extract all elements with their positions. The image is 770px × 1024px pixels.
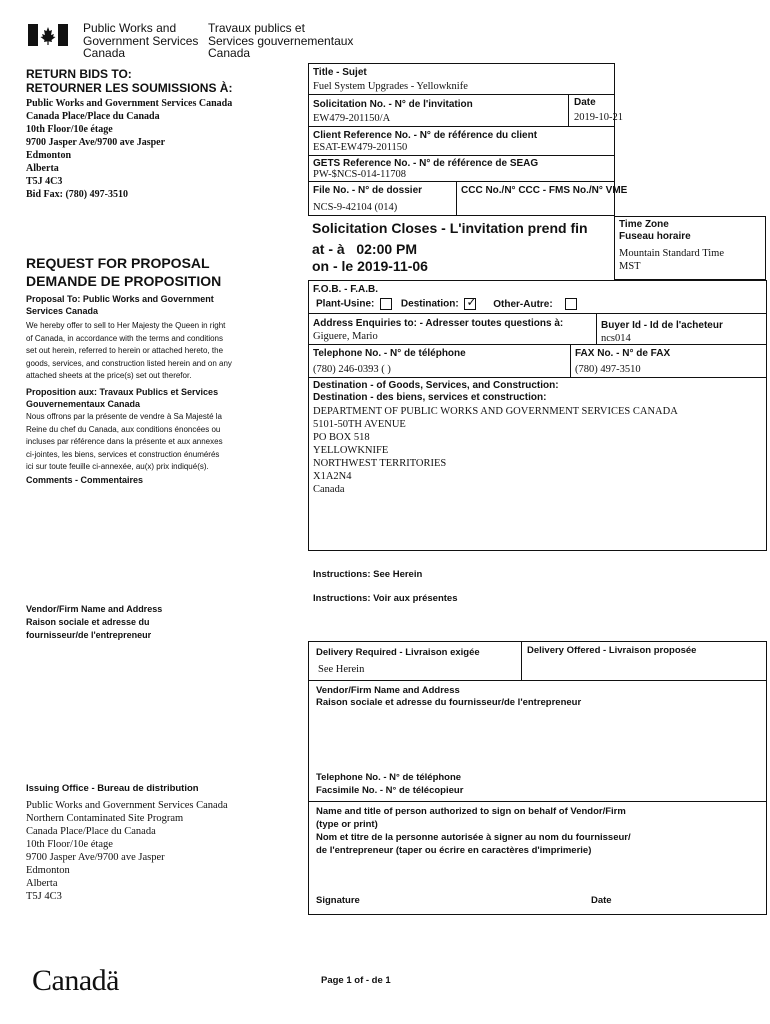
authorized-signer-label [316,805,631,857]
signature-label: Signature [316,895,360,906]
delivery-offered-label: Delivery Offered - Livraison proposée [527,645,697,656]
ccc-no-label: CCC No./N° CCC - FMS No./N° VME [461,185,628,196]
destination-address-line: DEPARTMENT OF PUBLIC WORKS AND GOVERNMENT SERVICES CANADA [313,406,678,417]
proposal-to-label-line: Services Canada [26,306,99,316]
gets-ref-label: GETS Reference No. - N° de référence de SEAG [313,158,539,169]
return-bids-title-en: RETURN BIDS TO: [26,67,132,81]
issuing-office-address-line: Edmonton [26,865,70,876]
time-zone-value-line: Mountain Standard Time [619,248,725,259]
fax-value: (780) 497-3510 [575,364,641,375]
issuing-office-address [26,799,228,903]
proposition-label [26,386,218,410]
title-value: Fuel System Upgrades - Yellowknife [313,81,468,92]
delivery-required-value: See Herein [318,664,365,675]
proposal-to-text-line: set out herein, referred to herein or attached hereto, the [26,346,224,355]
destination-goods-label [313,380,559,404]
issuing-office-label: Issuing Office - Bureau de distribution [26,783,199,794]
buyer-id-label: Buyer Id - Id de l'acheteur [601,320,723,331]
at-label: at - à [312,241,345,257]
destination-goods-label-fr: Destination - des biens, services et construction: [313,392,547,403]
other-checkbox[interactable] [565,298,577,310]
return-bids-address-line: Bid Fax: (780) 497-3510 [26,189,128,200]
header-fr-line: Canada [208,46,251,60]
fob-options-row [316,295,577,311]
proposition-label-line: Gouvernementaux Canada [26,399,141,409]
rfp-title [26,254,221,290]
issuing-office-address-line: Northern Contaminated Site Program [26,813,184,824]
proposal-to-text-line: goods, services, and construction listed herein and on any [26,358,232,368]
destination-goods-label-en: Destination - of Goods, Services, and Construction: [313,380,559,391]
vendor-facsimile-label: Facsimile No. - N° de télécopieur [316,785,464,796]
time-zone-label [619,219,691,243]
proposal-to-label [26,293,214,317]
vendor-name-label [316,685,581,709]
return-bids-address-line: Canada Place/Place du Canada [26,111,160,122]
proposition-text-line: ci-jointes, les biens, services et construction énumérés [26,449,220,459]
vendor-left-label [26,603,162,642]
address-enquiries-value: Giguere, Mario [313,331,378,342]
telephone-value: (780) 246-0393 ( ) [313,364,391,375]
rfp-title-fr: DEMANDE DE PROPOSITION [26,273,222,289]
header-en-line: Public Works and [83,21,177,35]
authorized-signer-label-line: Name and title of person authorized to sign on behalf of Vendor/Firm [316,806,626,817]
header-fr-line: Services gouvernementaux [208,33,354,48]
date-label: Date [574,97,596,108]
client-ref-label: Client Reference No. - N° de référence du client [313,130,538,141]
proposal-to-text-line: attached sheets at the price(s) set out therefor. [26,371,192,380]
destination-address-line: X1A2N4 [313,471,352,482]
issuing-office-address-line: 10th Floor/10e étage [26,839,113,850]
destination-label: Destination: [400,298,459,310]
file-no-value: NCS-9-42104 (014) [313,202,398,213]
other-label: Other-Autre: [493,298,553,310]
buyer-id-value: ncs014 [601,333,631,344]
address-enquiries-label: Address Enquiries to: - Adresser toutes questions à: [313,318,564,329]
issuing-office-address-line: Canada Place/Place du Canada [26,826,156,837]
vendor-phone-label [316,771,463,797]
issuing-office-address-line: Alberta [26,878,58,889]
time-zone-value-line: MST [619,261,641,272]
header-department-en [83,22,198,60]
solicitation-no-value: EW479-201150/A [313,113,391,124]
file-no-label: File No. - N° de dossier [313,185,423,196]
header-department-fr [208,22,353,60]
header-en-line: Canada [83,46,126,60]
closes-at-row [312,241,417,257]
proposition-text-line: incluses par référence dans la présente et aux annexes [26,437,223,446]
vendor-left-label-line: Raison sociale et adresse du [26,617,150,627]
authorized-signer-label-line: Nom et titre de la personne autorisée à signer au nom du fournisseur/ [316,832,631,843]
proposal-to-text-line: of Canada, in accordance with the terms and conditions [26,333,224,343]
destination-address-line: 5101-50TH AVENUE [313,419,406,430]
vendor-name-label-fr: Raison sociale et adresse du fournisseur/de l'entrepreneur [316,697,582,708]
return-bids-address [26,97,232,201]
proposal-to-text [26,320,232,383]
canada-wordmark: Canadä [32,964,119,997]
issuing-office-address-line: T5J 4C3 [26,891,62,902]
destination-address-line: Canada [313,484,345,495]
return-bids-title-fr: RETOURNER LES SOUMISSIONS À: [26,81,233,95]
plant-label: Plant-Usine: [316,298,375,310]
time-zone-value [619,247,724,273]
proposal-to-label-line: Proposal To: Public Works and Government [26,294,214,304]
proposition-text-line: Nous offrons par la présente de vendre à Sa Majesté la [26,412,222,421]
fob-label: F.O.B. - F.A.B. [313,284,378,295]
canada-flag-icon [28,24,68,51]
proposition-text [26,411,223,474]
signature-date-label: Date [591,895,612,906]
vendor-left-label-line: Vendor/Firm Name and Address [26,604,163,614]
return-bids-address-line: Edmonton [26,150,72,161]
solicitation-closes-label: Solicitation Closes - L'invitation prend fin [312,220,588,236]
gets-ref-value: PW-$NCS-014-11708 [313,169,406,180]
authorized-signer-label-line: de l'entrepreneur (taper ou écrire en caractères d'imprimerie) [316,845,592,856]
header-fr-line: Travaux publics et [208,21,305,35]
destination-address-line: PO BOX 518 [313,432,370,443]
time-zone-label-en: Time Zone [619,219,669,230]
return-bids-title [26,67,232,95]
authorized-signer-label-line: (type or print) [316,819,378,830]
proposition-text-line: Reine du chef du Canada, aux conditions énoncées ou [26,424,221,434]
telephone-label: Telephone No. - N° de téléphone [313,348,466,359]
close-date-value: 2019-11-06 [357,258,428,274]
time-zone-label-fr: Fuseau horaire [619,231,691,242]
close-time-value: 02:00 PM [356,241,418,257]
proposition-label-line: Proposition aux: Travaux Publics et Services [26,387,219,397]
instructions-fr: Instructions: Voir aux présentes [313,593,458,604]
fax-label: FAX No. - N° de FAX [575,348,671,359]
page-number: Page 1 of - de 1 [321,975,391,986]
vendor-left-label-line: fournisseur/de l'entrepreneur [26,630,152,640]
return-bids-address-line: Public Works and Government Services Canada [26,98,233,109]
proposition-text-line: ici sur toute feuille ci-annexée, au(x) prix indiqué(s). [26,462,209,471]
destination-address [313,405,678,496]
title-label: Title - Sujet [313,67,367,78]
closes-on-row [312,258,428,274]
vendor-telephone-label: Telephone No. - N° de téléphone [316,772,462,783]
header-en-line: Government Services [83,33,199,48]
return-bids-address-line: Alberta [26,163,59,174]
check-mark-icon: ✓ [466,295,477,309]
proposal-to-text-line: We hereby offer to sell to Her Majesty the Queen in right [26,321,226,330]
return-bids-address-line: T5J 4C3 [26,176,63,187]
issuing-office-address-line: 9700 Jasper Ave/9700 ave Jasper [26,852,165,863]
return-bids-address-line: 10th Floor/10e étage [26,124,113,135]
destination-address-line: NORTHWEST TERRITORIES [313,458,447,469]
instructions-en: Instructions: See Herein [313,569,423,580]
vendor-name-label-en: Vendor/Firm Name and Address [316,685,460,696]
date-value: 2019-10-21 [574,112,623,123]
solicitation-no-label: Solicitation No. - N° de l'invitation [313,99,473,110]
delivery-required-label: Delivery Required - Livraison exigée [316,647,480,658]
destination-checkbox[interactable] [464,295,477,310]
on-label: on - le [312,258,354,274]
return-bids-address-line: 9700 Jasper Ave/9700 ave Jasper [26,137,166,148]
comments-label: Comments - Commentaires [26,475,144,485]
client-ref-value: ESAT-EW479-201150 [313,142,408,153]
rfp-title-en: REQUEST FOR PROPOSAL [26,255,210,271]
destination-address-line: YELLOWKNIFE [313,445,389,456]
plant-checkbox[interactable] [380,298,392,310]
issuing-office-address-line: Public Works and Government Services Canada [26,800,228,811]
